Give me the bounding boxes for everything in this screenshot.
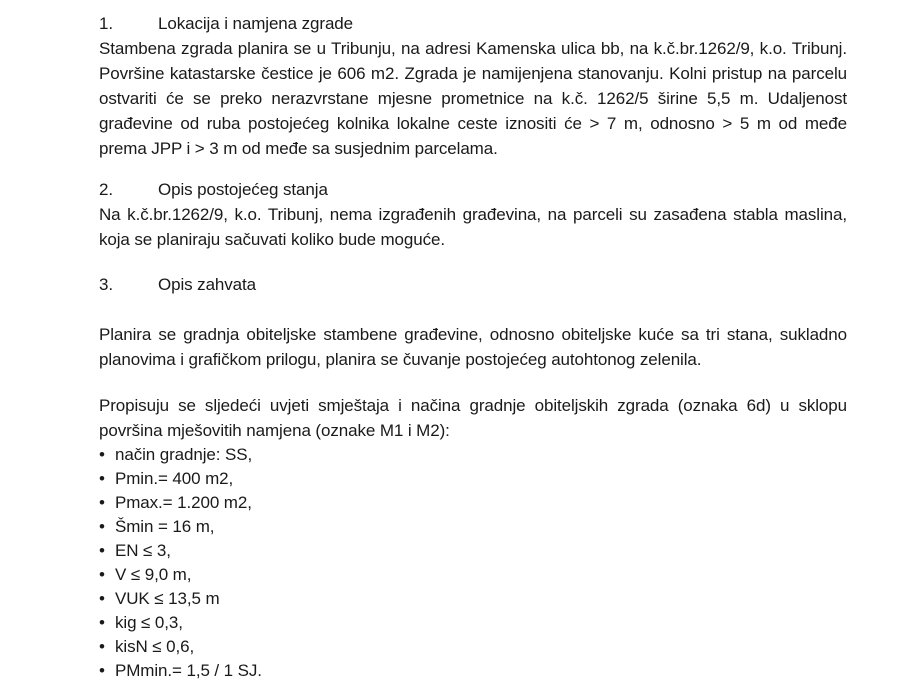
list-item-text: EN ≤ 3, <box>115 541 171 560</box>
list-item-text: Pmin.= 400 m2, <box>115 469 234 488</box>
list-item <box>99 635 847 659</box>
list-item-text: kig ≤ 0,3, <box>115 613 183 632</box>
bullet-icon: • <box>99 445 105 464</box>
conditions-intro-paragraph: Propisuju se sljedeći uvjeti smještaja i načina gradnje obiteljskih zgrada (oznaka 6d) u sklopu površina mješovitih namjena (oznake M1 i M2): <box>99 396 847 440</box>
list-item <box>99 539 847 563</box>
bullet-icon: • <box>99 541 105 560</box>
bullet-icon: • <box>99 613 105 632</box>
list-item <box>99 659 847 683</box>
list-item-text: PMmin.= 1,5 / 1 SJ. <box>115 661 262 680</box>
list-item-text: V ≤ 9,0 m, <box>115 565 192 584</box>
bullet-icon: • <box>99 637 105 656</box>
list-item <box>99 563 847 587</box>
bullet-icon: • <box>99 589 105 608</box>
section-2-heading <box>99 177 847 202</box>
list-item <box>99 515 847 539</box>
section-1-heading <box>99 11 847 36</box>
section-1-paragraph: Stambena zgrada planira se u Tribunju, na adresi Kamenska ulica bb, na k.č.br.1262/9, k.o. Tribunj. Površine katastarske čestice je 606 m2. Zgrada je namijenjena stanovanju. Kolni pristup na parcelu ostvariti će se preko nerazvrstane mjesne prometnice na k.č. 1262/5 širine 5,5 m. Udaljenost građevine od ruba postojećeg kolnika lokalne ceste iznositi će > 7 m, odnosno > 5 m od međe prema JPP i > 3 m od međe sa susjednim parcelama. <box>99 39 847 158</box>
section-2-paragraph: Na k.č.br.1262/9, k.o. Tribunj, nema izgrađenih građevina, na parceli su zasađena stabla maslina, koja se planiraju sačuvati koliko bude moguće. <box>99 205 847 249</box>
list-item <box>99 467 847 491</box>
project-description-paragraph: Planira se gradnja obiteljske stambene građevine, odnosno obiteljske kuće sa tri stana, sukladno planovima i grafičkom prilogu, planira se čuvanje postojećeg autohtonog zelenila. <box>99 325 847 369</box>
list-item <box>99 587 847 611</box>
list-item-text: Pmax.= 1.200 m2, <box>115 493 252 512</box>
bullet-icon: • <box>99 565 105 584</box>
bullet-icon: • <box>99 517 105 536</box>
list-item <box>99 611 847 635</box>
list-item-text: kisN ≤ 0,6, <box>115 637 195 656</box>
bullet-icon: • <box>99 493 105 512</box>
list-item-text: VUK ≤ 13,5 m <box>115 589 220 608</box>
section-2-number: 2. <box>99 180 113 199</box>
section-2-title: Opis postojećeg stanja <box>158 180 328 199</box>
building-conditions-list <box>99 443 847 683</box>
section-1-number: 1. <box>99 14 113 33</box>
section-1-title: Lokacija i namjena zgrade <box>158 14 354 33</box>
document-content <box>99 11 847 683</box>
section-3-number: 3. <box>99 275 113 294</box>
section-3-title: Opis zahvata <box>158 275 257 294</box>
list-item <box>99 491 847 515</box>
bullet-icon: • <box>99 469 105 488</box>
list-item-text: Šmin = 16 m, <box>115 517 215 536</box>
bullet-icon: • <box>99 661 105 680</box>
list-item-text: način gradnje: SS, <box>115 445 253 464</box>
list-item <box>99 443 847 467</box>
section-3-heading <box>99 272 847 297</box>
